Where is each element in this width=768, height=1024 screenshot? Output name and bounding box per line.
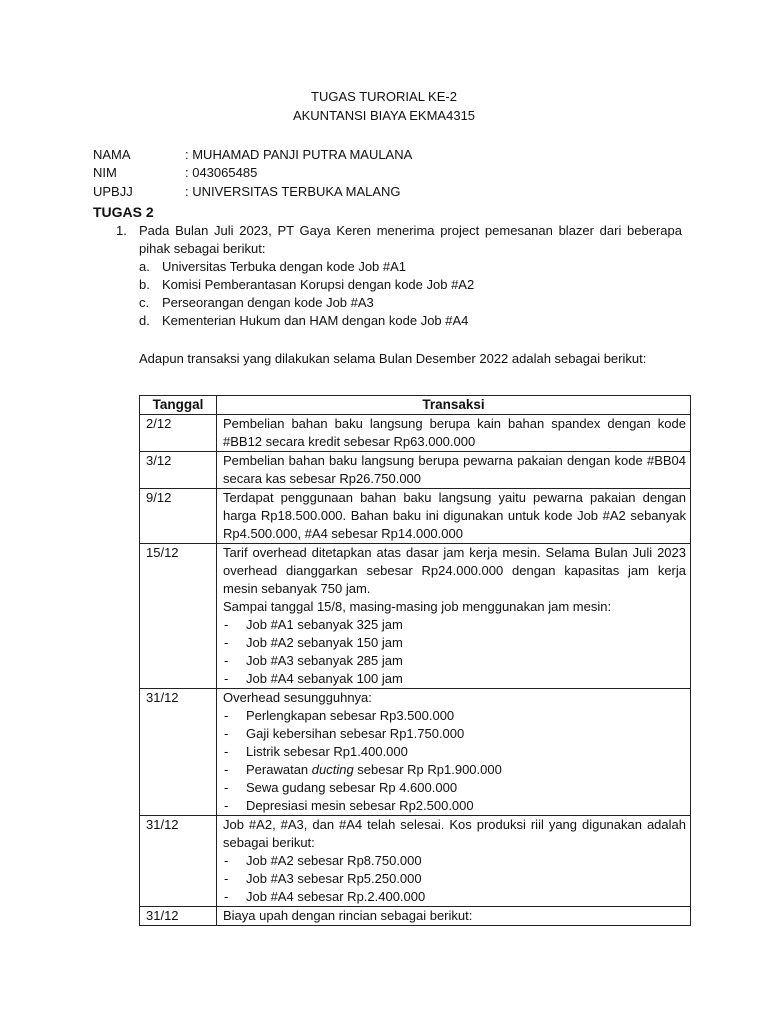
document-title: TUGAS TURORIAL KE-2 <box>311 89 457 104</box>
list-item-text: Perseorangan dengan kode Job #A3 <box>162 295 374 310</box>
ducting-italic: ducting <box>311 762 354 777</box>
table-header-row <box>140 396 691 415</box>
table-row <box>140 489 691 544</box>
row-date: 31/12 <box>140 907 217 926</box>
bullet-item: - Job #A2 sebanyak 150 jam <box>223 634 686 652</box>
identity-upbjj-row <box>93 183 693 201</box>
nim-label: NIM <box>93 165 117 180</box>
nama-value: : MUHAMAD PANJI PUTRA MAULANA <box>185 147 413 162</box>
row-transaction: Pembelian bahan baku langsung berupa pewarna pakaian dengan kode #BB04 secara kas sebesar Rp26.750.000 <box>217 452 691 489</box>
bullet-item: - Listrik sebesar Rp1.400.000 <box>223 743 686 761</box>
list-item-letter: d. <box>139 313 150 328</box>
identity-nim-row <box>93 164 693 182</box>
list-item <box>139 312 682 330</box>
bullet-item: - Job #A3 sebesar Rp5.250.000 <box>223 870 686 888</box>
row-transaction: Biaya upah dengan rincian sebagai berikut: <box>217 907 691 926</box>
list-item-text: Kementerian Hukum dan HAM dengan kode Job #A4 <box>162 313 469 328</box>
list-item <box>139 258 682 276</box>
question-1 <box>116 222 682 368</box>
ducting-pre: Perawatan <box>246 762 312 777</box>
nim-value: : 043065485 <box>185 165 258 180</box>
table-row <box>140 816 691 907</box>
bullet-item: - Gaji kebersihan sebesar Rp1.750.000 <box>223 725 686 743</box>
column-header-date: Tanggal <box>140 396 217 415</box>
bullet-item: - Job #A4 sebanyak 100 jam <box>223 670 686 688</box>
list-item <box>139 276 682 294</box>
bullet-item: - Job #A4 sebesar Rp.2.400.000 <box>223 888 686 906</box>
table-row <box>140 452 691 489</box>
row-date: 2/12 <box>140 415 217 452</box>
row-transaction: Terdapat penggunaan bahan baku langsung yaitu pewarna pakaian dengan harga Rp18.500.000. Bahan baku ini digunakan untuk kode Job #A2 sebanyak Rp4.500.000, #A4 sebesar Rp14.000.000 <box>217 489 691 544</box>
row-date: 15/12 <box>140 544 217 689</box>
table-row <box>140 689 691 816</box>
list-item-letter: c. <box>139 295 150 310</box>
document-subtitle: AKUNTANSI BIAYA EKMA4315 <box>292 108 476 123</box>
table-row <box>140 544 691 689</box>
transaction-text-2: Sampai tanggal 15/8, masing-masing job menggunakan jam mesin: <box>223 599 612 614</box>
table-row <box>140 415 691 452</box>
ducting-post: sebesar Rp Rp1.900.000 <box>353 762 502 777</box>
row-date: 3/12 <box>140 452 217 489</box>
list-item-letter: a. <box>139 259 150 274</box>
row-transaction <box>217 544 691 689</box>
list-item <box>139 294 682 312</box>
bullet-item: - Job #A3 sebanyak 285 jam <box>223 652 686 670</box>
list-item-letter: b. <box>139 277 150 292</box>
bullet-item: - Sewa gudang sebesar Rp 4.600.000 <box>223 779 686 797</box>
bullet-item: - Job #A1 sebanyak 325 jam <box>223 616 686 634</box>
row-date: 31/12 <box>140 689 217 816</box>
row-date: 31/12 <box>140 816 217 907</box>
upbjj-value: : UNIVERSITAS TERBUKA MALANG <box>185 184 401 199</box>
section-title: TUGAS 2 <box>93 204 154 220</box>
bullet-item: - Depresiasi mesin sebesar Rp2.500.000 <box>223 797 686 815</box>
upbjj-label: UPBJJ <box>93 184 133 199</box>
row-date: 9/12 <box>140 489 217 544</box>
transaction-intro: Adapun transaksi yang dilakukan selama Bulan Desember 2022 adalah sebagai berikut: <box>139 351 647 366</box>
identity-nama-row <box>93 146 693 164</box>
table-row <box>140 907 691 926</box>
transaction-table <box>139 395 691 926</box>
bullet-item: - Perlengkapan sebesar Rp3.500.000 <box>223 707 686 725</box>
bullet-item-ducting <box>223 761 686 779</box>
question-number: 1. <box>116 223 127 238</box>
row-transaction <box>217 689 691 816</box>
list-item-text: Komisi Pemberantasan Korupsi dengan kode Job #A2 <box>162 277 475 292</box>
nama-label: NAMA <box>93 147 131 162</box>
bullet-item: - Job #A2 sebesar Rp8.750.000 <box>223 852 686 870</box>
question-intro: Pada Bulan Juli 2023, PT Gaya Keren menerima project pemesanan blazer dari beberapa pihak sebagai berikut: <box>139 223 682 256</box>
transaction-text: Overhead sesungguhnya: <box>223 690 372 705</box>
row-transaction <box>217 816 691 907</box>
list-item-text: Universitas Terbuka dengan kode Job #A1 <box>162 259 407 274</box>
transaction-text: Tarif overhead ditetapkan atas dasar jam kerja mesin. Selama Bulan Juli 2023 overhead dianggarkan sebesar Rp24.000.000 dengan kapasitas jam kerja mesin sebanyak 750 jam. <box>223 545 686 596</box>
row-transaction: Pembelian bahan baku langsung berupa kain bahan spandex dengan kode #BB12 secara kredit sebesar Rp63.000.000 <box>217 415 691 452</box>
transaction-text: Job #A2, #A3, dan #A4 telah selesai. Kos produksi riil yang digunakan adalah sebagai berikut: <box>223 817 686 850</box>
column-header-transaction: Transaksi <box>217 396 691 415</box>
